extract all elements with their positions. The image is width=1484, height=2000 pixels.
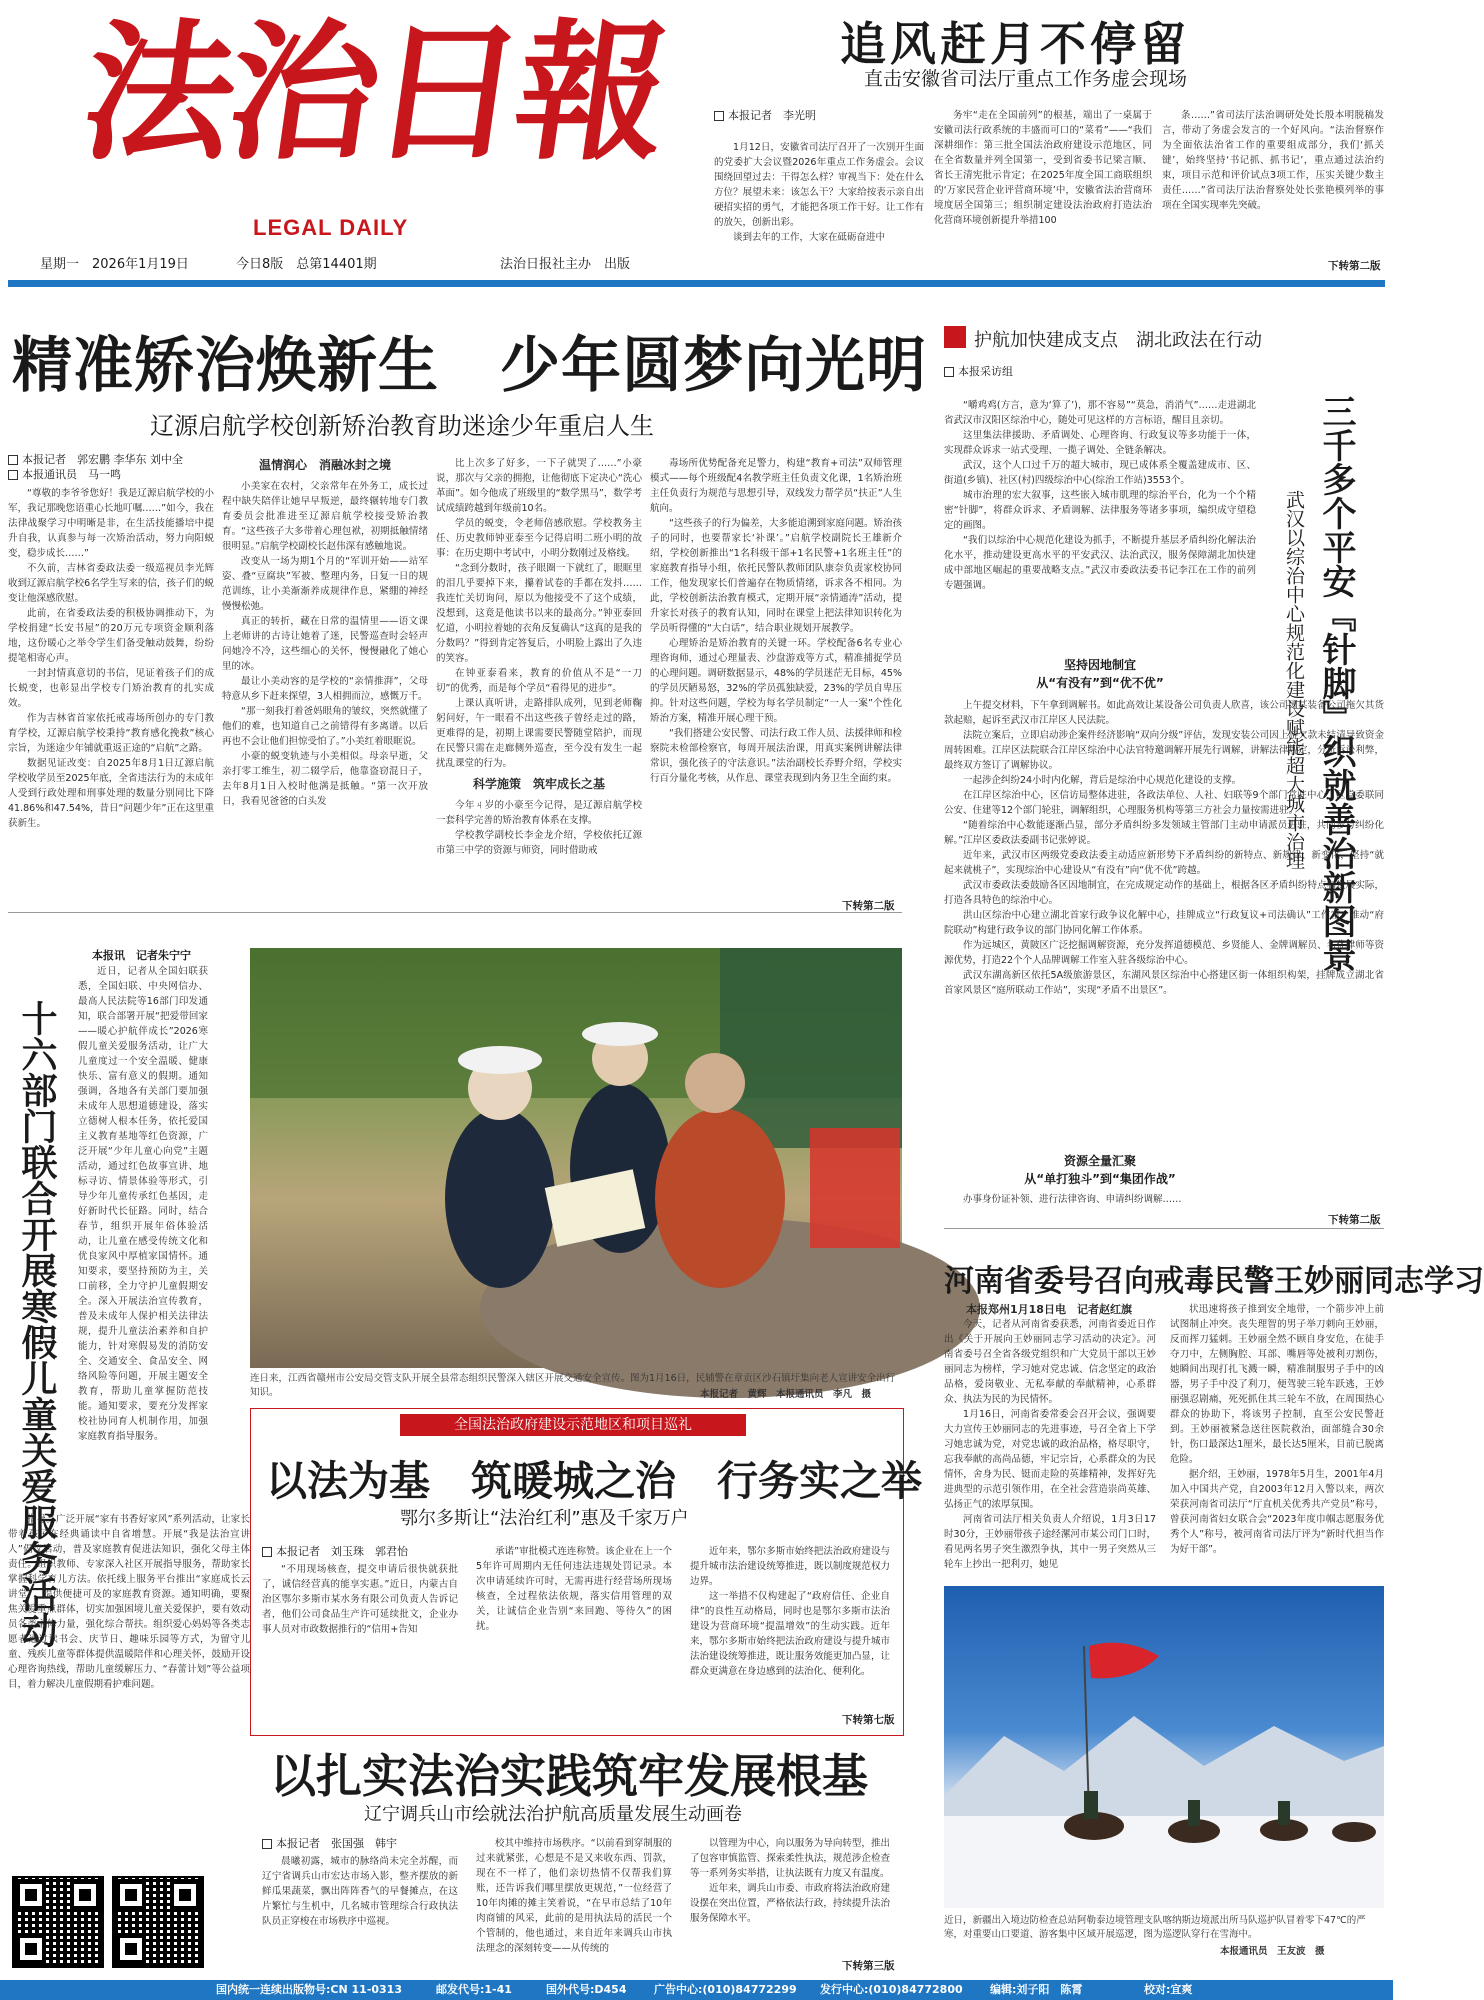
feature-col2: 承诺”审批模式连连称赞。该企业在上一个5年许可周期内无任何违法违规处罚记录。本次申请延续许可时，无需再进行经营场所现场核查，全过程依法依规，落实信用管理的双关，让诚信企业告别“来回跑、等待久”的困扰。 (476, 1546, 672, 1632)
lower-col1: 晨曦初露，城市的脉络尚未完全苏醒，而辽宁省调兵山市宏达市场入影，整齐摆放的新鲜瓜果蔬菜，飘出阵阵香气的早餐摊点，在这片繁忙与生机中，几名城市管理综合行政执法队员正穿梭在市场秩序中巡视。 (262, 1856, 458, 1927)
masthead-logo: 法治日報 (72, 5, 674, 181)
square-icon (714, 111, 724, 121)
top-story-col2: 务牢“走在全国前列”的根基，端出了一桌属于安徽司法行政系统的丰盛而可口的“菜肴”——“我们深耕细作：第三批全国法治政府建设示范地区，同在全省数量并列全国第一，受到省委书记梁言顺、省长王清宪批示肯定；在2025年度全国工商联组织的‘万家民营企业评营商环境’中，安徽省法治营商环境度居全国第三；组织制定建设法治政府打造法治化营商环境创新提升举措100 (934, 110, 1152, 226)
lead-byline: 本报记者 郭宏鹏 李华东 刘中全 本报通讯员 马一鸣 (8, 452, 183, 482)
lower-col2: 校其中维持市场秩序。“以前看到穿制服的过来就紧张，心想是不是又来收东西、罚款，现在不一样了，他们亲切热情不仅帮我们算账，还告诉我们哪里摆放更规范，”一位经营了10年肉摊的摊主笑着说，“在早市总结了10年肉商铺的风采，此前的是用执法局的活民一个个管制的，他也通过，来自近年来调兵山市执法理念的深刻转变——从传统的 (476, 1838, 672, 1954)
right-section-byline: 本报采访组 (944, 364, 1013, 379)
square-icon (262, 1839, 272, 1849)
square-icon (944, 367, 954, 377)
lead-col4: 毒场所优势配备充足警力，构建“教育+司法”双师管理模式——每个班级配4名教学班主任负责文化课，1名矫治班主任负责行为规范与思想引导，双线发力帮学员“扶正”人生航向。 “这些孩子的行为偏差，大多能追溯到家庭问题。矫治孩子的同时，也要帮家长‘补课’。”启航学校副院长王雄新介绍，学校创新推出“1名科级干部+1名民警+1名班主任”的家庭教育指导小组，依托民警队教师团队康奈负责家校协同工作，他发现家长们普遍存在物质情绪，诉求各不相同。为此，学校创新法治教育模式，定期开展“亲情通涛”活动，提升家长对孩子的教育认知，同时在课堂上把法律知识转化为学员听得懂的“大白话”，结合职业规划开展教学。 心理矫治是矫治教育的关键一环。学校配备6名专业心理咨询师，通过心理量表、沙盘游戏等方式，精准捕捉学员的心理问题。调研数据显示，48%的学员迷茫无目标，45%的学员厌陋易怒，32%的学员孤独缺爱，23%的学员自卑压抑。针对这些问题，学校为每名学员制定“一人一案”个性化矫治方案，精准开展心理干预。 “我们搭建公安民警、司法行政工作人员、法援律师和检察院未检部检察官，每周开展法治课，用真实案例讲解法律常识，强化孩子的守法意识。”法治副校长乔野介绍，学校实行百分量化考核，从作息、课堂表现到内务卫生全面约束。 (650, 458, 902, 784)
right-vertical-title: 三千多个平安『针脚』织就善治新图景 (1316, 394, 1356, 972)
lower-title: 以扎实法治实践筑牢发展根基 (270, 1749, 868, 1803)
photo-police-elderly-scene (250, 948, 902, 1368)
right-subhead2b: 从“单打独斗”到“集团作战” (1024, 1172, 1176, 1186)
qr-code-left (12, 1876, 104, 1968)
issue-pages: 今日8版 总第14401期 (236, 257, 377, 272)
right-subhead1b: 从“有没有”到“优不优” (1036, 676, 1164, 690)
photo-border-patrol-scene (944, 1586, 1384, 1908)
footer-ad: 广告中心:(010)84772299 (654, 1983, 797, 1996)
lead-subtitle: 辽源启航学校创新矫治教育助迷途少年重启人生 (150, 412, 654, 440)
right-vertical-subtitle: 武汉以综治中心规范化建设赋能超大城市治理 (1283, 490, 1305, 870)
qr-code-right (112, 1876, 204, 1968)
lead-continued: 下转第二版 (842, 900, 895, 912)
lower-byline: 本报记者 张国强 韩宇 (262, 1836, 397, 1851)
photo1-caption: 连日来，江西省赣州市公安局交管支队开展全县常态组织民警深入辖区开展交通安全宣传。图为1月16日，民辅警在章贡区沙石镇圩集向老人宣讲安全出行知识。 (250, 1373, 896, 1398)
left-vertical-byline: 本报讯 记者朱宁宁 (92, 949, 191, 962)
right-subhead1: 坚持因地制宜 (1063, 658, 1136, 672)
footer-post: 邮发代号:1-41 (436, 1983, 512, 1996)
footer-cn: 国内统一连续出版物号:CN 11-0313 (216, 1983, 402, 1996)
right2-col1: 本报郑州1月18日电 记者赵红旗 今天，记者从河南省委获悉，河南省委近日作出《关于开展向王妙丽同志学习活动的决定》。河南省委号召全省各级党组织和广大党员干部以王妙丽同志为榜样，学习她对党忠诚、信念坚定的政治品格，爱岗敬业、无私奉献的奉献精神，心系群众、执法为民的为民情怀。 1月16日，河南省委常委会召开会议，强调要大力宣传王妙丽同志的先进事迹，号召全省上下学习她忠诚为党，对党忠诚的政治品格，格尽职守，忘我奉献的高尚品德，牢记宗旨，心系群众的为民情怀，舍身为民、铤而走险的英雄精神，发挥好先进典型的示范引领作用，在全社会营造崇尚英雄、弘扬正气的浓厚氛围。 河南省司法厅相关负责人介绍说，1月3日17时30分，王妙丽带孩子途经漯河市某公司门口时，看见两名男子突生激烈争执，其中一男子突然从三轮车上抄出一把利刃，她见 (944, 1303, 1156, 1570)
right-col1: “嚼鸡鸡(方言，意为‘算了’)，那不容易”“莫急，消消气”……走进湖北省武汉市汉阳区综治中心，随处可见这样的方言标语，醒目且亲切。 这里集法律援助、矛盾调处、心理咨询、行政复议等多功能于一体，实现群众诉求一站式受理、一揽子调处、全链条解决。 武汉，这个人口过千万的超大城市，现已成体系全覆盖建成市、区、街道(乡镇)、社区(村)四级综治中心(综治工作站)3553个。 城市治理的宏大叙事，这些嵌入城市肌理的综治平台，化为一个个精密“针脚”，将群众诉求、矛盾调解、法律服务等诸多事项，编织成守望稳定的画图。 “我们以综治中心规范化建设为抓手，不断提升基层矛盾纠纷化解法治化水平，推动建设更高水平的平安武汉、法治武汉，服务保障湖北加快建成中部地区崛起的重要战略支点。”武汉市委政法委书记李江在工作的前列专题强调。 (944, 400, 1256, 591)
top-story-title: 追风赶月不停留 (840, 17, 1190, 71)
issue-publisher: 法治日报社主办 出版 (500, 257, 631, 272)
photo2-caption: 近日，新疆出入境边防检查总站阿勒泰边境管理支队喀纳斯边境派出所马队巡护队冒着零下47℃的严寒，对重要山口要道、游客集中区域开展巡逻，图为巡逻队穿行在雪海中。 (944, 1915, 1366, 1940)
square-icon (8, 455, 18, 465)
lead-col2: 温情润心 消融冰封之境 小美家在农村，父亲常年在外务工，成长过程中缺失陪伴让她早早叛逆，最终辗转地专门教育委员会批准进至辽源启航学校接受矫治教育。“这些孩子大多带着心理包袱，初期抵触情绪很明显。”启航学校副校长赵伟深有感触地说。 改变从一场为期1个月的“军训开始——站军姿、叠“豆腐块”军被、整理内务，日复一日的规范训练，让小美渐渐养成规律作息，紧绷的神经慢慢松弛。 真正的转折，藏在日常的温情里——语文课上老师讲的古诗让她着了迷，民警巡查时会轻声问她冷不冷，这些细心的关怀，慢慢融化了她心里的冰。 最让小美动容的是学校的“亲情推湃”，父母特意从乡下赶来探望，3人相拥而泣，感慨万千。 “那一刻我打着爸妈眼角的皱纹，突然就懂了他们的难，也知道自己之前错得有多离谱。以后再也不会让他们担惊受怕了。”小美红着眼眶说。 小豪的蜕变轨迹与小美相似。母亲早逝，父亲打零工维生，初二辍学后，他靠盗窃混日子，去年8月1日入校时他满是抵触。“第一次开放日，我看见爸爸的白头发 (222, 458, 428, 807)
photo-police-elderly (250, 948, 902, 1368)
feature-col1: “不用现场核查，提交申请后很快就获批了，诚信经营真的能享实惠。”近日，内蒙古自治区鄂尔多斯市某水务有限公司负责人告诉记者，他们公司食品生产许可延续批文，企业办事人员对市政数据推行的“信用+告知 (262, 1564, 458, 1635)
top-story-continued: 下转第二版 (1328, 260, 1381, 272)
right-divider (944, 1228, 1384, 1229)
left-vertical-title: 十六部门联合开展寒假儿童关爱服务活动 (16, 1000, 58, 1648)
right2-title: 河南省委号召向戒毒民警王妙丽同志学习 (944, 1264, 1484, 1299)
footer-editor: 编辑:刘子阳 陈霄 (990, 1983, 1083, 1996)
top-story-col3: 条……”省司法厅法治调研处处长殷本明脱稿发言，带动了务虚会发言的一个好风向。“法治督察作为全面依法治省工作的重要组成部分，我们‘抓关键’，始终坚持‘书记抓、抓书记’，重点通过法治约束，项目示范和评价试点3项工作，压实关键少数主责任……”省司法厅法治督察处处长张艳模列举的事项在全国实现率先突破。 (1162, 110, 1384, 211)
footer-dist: 发行中心:(010)84772800 (820, 1983, 963, 1996)
right2-col2: 状迅速将孩子推到安全地带，一个箭步冲上前试图制止冲突。丧失理智的男子举刀刺向王妙丽，反而挥刀猛刺。王妙丽全然不顾自身安危，在徒手夺刀中，左侧胸腔、耳部、嘴唇等处被利刃割伤，她瞬间出现打扎飞溅一瞬，精准制服男子手中的凶器，男子手中没了利刀，便驾驶三轮车跃逃，王妙丽强忍剧痛，死死抓住其三轮车不放，在周围热心群众的协助下，将该男子控制，直至公安民警赶到。王妙丽被紧急送往医院救治，面部缝合30余针，伤口最深达1厘米，最长达5厘米，目前已脱离危险。 据介绍，王妙丽，1978年5月生，2001年4月加入中国共产党，自2003年12月入警以来，两次荣获河南省司法厅“厅直机关优秀共产党员”称号，曾获河南省妇女联合会“2023年度巾帼志愿服务优秀个人”称号，被河南省司法厅评为“新时代担当作为好干部”。 (1170, 1304, 1384, 1555)
issue-date: 星期一 2026年1月19日 (40, 257, 189, 272)
feature-continued: 下转第七版 (842, 1714, 895, 1726)
lower-subtitle: 辽宁调兵山市绘就法治护航高质量发展生动画卷 (364, 1804, 742, 1825)
right-subhead2: 资源全量汇聚 (1063, 1154, 1136, 1168)
left-vertical-col-bottom: 指导。广泛开展“家有书香好家风”系列活动，让家长带着孩子在经典诵读中自省增慧。开展“我是法治宣讲人”倡议活动，普及家庭教育促进法知识，强化父母主体责任。组织教师、专家深入社区开展指导服务，帮助家长掌握科学育儿方法。依托线上服务平台推出“家庭成长云讲堂”，提供便捷可及的家庭教育资源。通知明确，要聚焦关爱重点群体，切实加强困境儿童关爱保护，要有效动员各类主体力量，强化综合帮扶。组织爱心妈妈等各类志愿者通过读书会、庆节日、趣味乐园等方式，为留守儿童、残疾儿童等群体提供温暖陪伴和心理关怀，鼓励开设心理咨询热线，帮助儿童缓解压力、“春蕾计划”等公益项目，着力解决儿童假期看护难问题。 (8, 1514, 250, 1690)
feature-title: 以法为基 筑暖城之治 行务实之举 (266, 1457, 922, 1505)
right-col2: 上午提交材料，下午拿到调解书。如此高效让某设备公司负责人欣喜，该公司因某装备公司拖欠其货款起赔，起诉至武汉市江岸区人民法院。 法院立案后，立即启动涉企案件经济影响“双向分级”评估，发现安装公司因上游欠款未结清导致资金周转困难。江岸区法院联合江岸区综治中心法官特邀调解开展先行调解，讲解法律规定，分析诉讼利弊，最终双方签订了调解协议。 一起涉企纠纷24小时内化解，背后是综治中心规范化建设的支撑。 在江岸区综治中心，区信访局整体进驻，各政法单位、人社、妇联等9个部门常驻中心，区党委联同公安、住建等12个部门轮驻，调解组织，心理服务机构等第三方社会力量按需进驻。 “随着综治中心数能逐渐凸显，部分矛盾纠纷多发领域主管部门主动申请派员进驻，共同参与纠纷化解。”江岸区委政法委副书记张婷说。 近年来，武汉市区两级党委政法委主动适应新形势下矛盾纠纷的新特点、新规律、新变化，坚持“就起来就桃子”，实现综治中心建设从“有没有”向“优不优”跨越。 武汉市委政法委鼓励各区因地制宜，在完成规定动作的基础上，根据各区矛盾纠纷特点和发展实际，打造各具特色的综治中心。 洪山区综治中心建立湖北首家行政争议化解中心，挂牌成立“行政复议+司法确认”工作室，推动“府院联动”构建行政争议的部门协同化解工作体系。 作为远城区，黄陂区广泛挖掘调解资源，充分发挥道德模范、乡贤能人、金牌调解员、名优律师等资源优势，打造22个个人品牌调解工作室入驻各级综治中心。 武汉东湖高新区依托5A级旅游景区，东湖风景区综治中心搭建区街一体组织构架，挂牌成立湖北省首家风景区“庭所联动工作站”，实现“矛盾不出景区”。 (944, 700, 1384, 996)
photo-border-patrol (944, 1586, 1384, 1908)
footer-bar (0, 1980, 1393, 2000)
top-story-col1: 1月12日，安徽省司法厅召开了一次别开生面的党委扩大会议暨2026年重点工作务虚会。会议围绕回望过去：干得怎么样？审视当下：处在什么方位？展望未来：该怎么干？大家给按表示亲自出硬招实招的勇气，才能把各项工作干好。让工作有的放矢，创新出彩。 谈到去年的工作，大家在砥砺奋进中 (714, 142, 924, 243)
lower-continued: 下转第三版 (842, 1960, 895, 1972)
square-icon (8, 470, 18, 480)
left-vertical-col-top: 近日，记者从全国妇联获悉，全国妇联、中央网信办、最高人民法院等16部门印发通知，联合部署开展“把爱带回家——暖心护航伴成长”2026寒假儿童关爱服务活动，让广大儿童度过一个安全温暖、健康快乐、富有意义的假期。通知强调，各地各有关部门要加强未成年人思想道德建设，落实立德树人根本任务，依托爱国主义教育基地等红色资源，广泛开展“少年儿童心向党”主题活动，通过红色故事宣讲、地标寻访、情景体验等形式，引导少年儿童传承红色基因，走好新时代长征路。同时，结合春节，组织开展年俗体验活动，让儿童在感受传统文化和优良家风中厚植家国情怀。通知要求，要坚持预防为主，关口前移，全力守护儿童假期安全。深入开展法治宣传教育，普及未成年人保护相关法律法规，提升儿童法治素养和自护能力，针对寒假易发的消防安全、交通安全、食品安全、网络风险等问题，开展主题安全教育，帮助儿童掌握防范技能。通知要求，要充分发挥家校社协同育人机制作用，加强家庭教育指导服务。 (78, 966, 208, 1442)
section-divider (8, 912, 902, 913)
right-section-title: 护航加快建成支点 湖北政法在行动 (974, 330, 1262, 351)
photo2-credit: 本报通讯员 王友波 摄 (1220, 1946, 1325, 1957)
top-story-byline: 本报记者 李光明 (714, 108, 816, 123)
section-logo-icon (944, 326, 966, 348)
lead-title: 精准矫治焕新生 少年圆梦向光明 (12, 331, 927, 401)
right-col3: 办事身份证补领、进行法律咨询、申请纠纷调解…… (963, 1194, 1182, 1205)
feature-col3: 近年来，鄂尔多斯市始终把法治政府建设与提升城市法治建设统筹推进，既以制度规范权力边界。 这一举措不仅构建起了“政府信任、企业自律”的良性互动格局，同时也是鄂尔多斯市法治建设为营商环境“提温增效”的生动实践。近年来，鄂尔多斯市始终把法治政府建设与提升城市法治建设统筹推进，既让服务效能更加凸显，让群众更满意在身边感到的法治化、便利化。 (690, 1546, 890, 1677)
footer-proof: 校对:宜爽 (1144, 1983, 1193, 1996)
feature-byline: 本报记者 刘玉珠 郭君怡 (262, 1544, 408, 1559)
footer-intl: 国外代号:D454 (546, 1983, 627, 1996)
right-continued: 下转第二版 (1328, 1214, 1381, 1226)
lower-col3: 以管理为中心，向以服务为导向转型，推出了包容审慎监管、探索柔性执法，规范涉企检查等一系列务实举措，让执法既有力度又有温度。 近年来，调兵山市委、市政府将法治政府建设摆在突出位置，严格依法行政，持续提升法治服务保障水平。 (690, 1838, 890, 1924)
lead-col1: “尊敬的李爷爷您好！我是辽源启航学校的小军，我记那晚您语重心长地叮嘱……”如今，我在法律战聚学习中明晰是非，在生活技能播培中提升自我，认真参与每一次矫治活动，努力向阳蜕变，稳步成长……” 不久前，吉林省委政法委一级巡视员李光辉收到辽源启航学校6名学生写来的信，孩子们的蜕变让他深感欣慰。 此前，在省委政法委的积极协调推动下，为学校捐建“长安书屋”的20万元专项资金顺利落地，这份暖心之举令学生们备受触动鼓舞，纷纷提笔相寄心声。 一封封情真意切的书信，见证着孩子们的成长蜕变，也彰显出学校专门矫治教育的扎实成效。 作为吉林省首家依托戒毒场所创办的专门教育学校，辽源启航学校秉持“教育感化挽救”核心宗旨，为迷途少年铺就重返正途的“启航”之路。 数据见证改变：自2025年8月1日辽源启航学校收学员至2025年底，全省违法行为的未成年人受到行政处理和刑事处理的数量分别同比下降41.86%和47.54%，昔日“问题少年”正在这里重获新生。 (8, 488, 214, 829)
feature-banner: 全国法治政府建设示范地区和项目巡礼 (400, 1414, 746, 1436)
masthead-divider (8, 280, 1385, 287)
top-story-subtitle: 直击安徽省司法厅重点工作务虚会现场 (864, 68, 1188, 90)
photo1-credit: 本报记者 黄辉 本报通讯员 李凡 摄 (700, 1389, 872, 1400)
lead-col3: 比上次多了好多，一下子就哭了……”小豪说，那次与父亲的拥抱，让他彻底下定决心“洗心革面”。如今他成了班级里的“数学黑马”，数学考试成绩跨越到年级前10名。 学员的蜕变，令老师倍感欣慰。学校教务主任、历史教师钟亚泰至今记得启明二班小明的故事：在历史期中考试中，小明分数刚过及格线。 “念到分数时，孩子眼圈一下就红了，眼眶里的泪几乎要掉下来，攥着试卷的手都在发抖……我连忙关切询问，原以为他接受不了这个成绩，没想到，这竟是他读书以来的最高分。”钟亚泰回忆道，小明拉着她的衣角反复确认“这真的是我的分数吗？”得到肯定答复后，小明脸上露出了久违的笑容。 在钟亚泰看来，教育的价值从不是“一刀切”的优秀，而是每个学员“看得见的进步”。 上课认真听讲，走路排队成列，见到老师鞠躬问好，午一眼看不出这些孩子曾经走过的路，更难得的是，初期上课需要民警随堂陪护，而现在民警只需在走廊侧外巡查，至今没有发生一起扰乱课堂的行为。 科学施策 筑牢成长之基 今年ㄐ岁的小豪至今记得，是辽源启航学校一套科学完善的矫治教育体系在支撑。 学校教学副校长李金龙介绍，学校依托辽源市第三中学的资源与师资，同时借助戒 (436, 458, 642, 856)
feature-subtitle: 鄂尔多斯让“法治红利”惠及千家万户 (400, 1508, 689, 1529)
masthead-english: LEGAL DAILY (253, 215, 409, 240)
square-icon (262, 1547, 272, 1557)
